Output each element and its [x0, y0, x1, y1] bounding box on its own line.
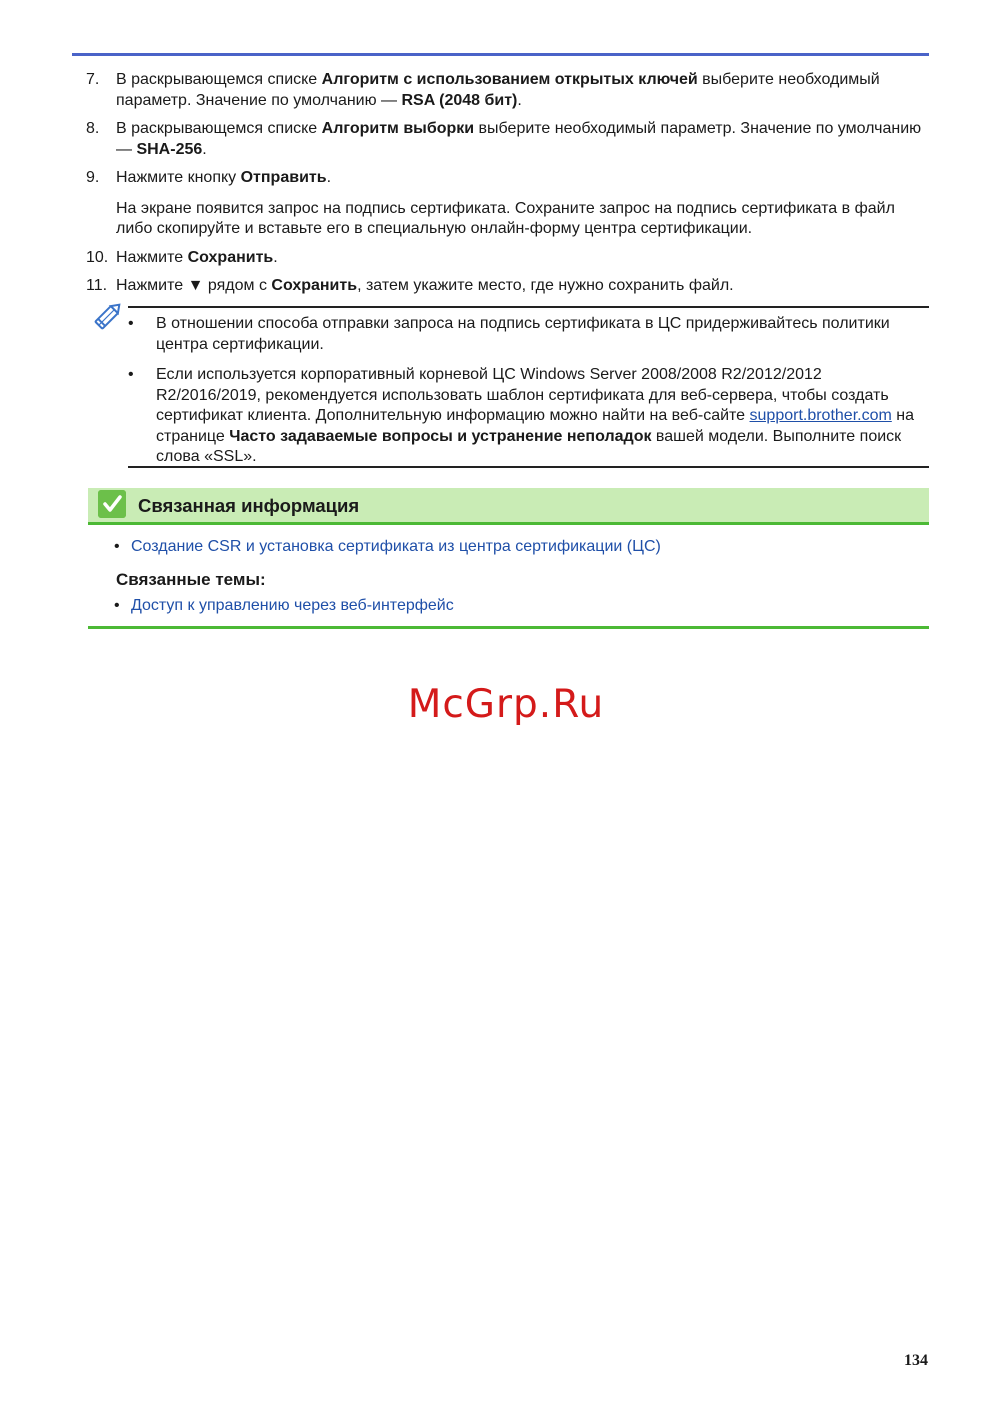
note-box [90, 298, 930, 470]
pencil-icon [90, 298, 126, 334]
step-11 [86, 276, 931, 297]
step-subtext: На экране появится запрос на подпись сертификата. Сохраните запрос на подпись сертификата в файл либо скопируйте и вставьте его в специальную онлайн-форму центра сертификации. [116, 199, 895, 237]
step-number: 10. [86, 248, 109, 266]
note-top-rule [128, 306, 929, 308]
related-info-header [88, 488, 929, 525]
step-10 [86, 248, 931, 269]
button-label: Отправить [240, 169, 327, 186]
list-item: • Создание CSR и установка сертификата из центра сертификации (ЦС) [114, 538, 661, 555]
button-label: Сохранить [271, 277, 358, 294]
csr-install-link[interactable]: Создание CSR и установка сертификата из центра сертификации (ЦС) [131, 538, 661, 555]
web-management-link[interactable]: Доступ к управлению через веб-интерфейс [131, 597, 454, 614]
step-text: В раскрывающемся списке Алгоритм с использованием открытых ключей выберите необходимый параметр. Значение по умолчанию — RSA (2048 бит). [116, 71, 880, 109]
step-text: Нажмите ▼ рядом с Сохранить, затем укажите место, где нужно сохранить файл. [116, 277, 734, 294]
related-links [88, 537, 929, 557]
down-arrow-icon: ▼ [187, 277, 204, 294]
step-text: В раскрывающемся списке Алгоритм выборки выберите необходимый параметр. Значение по умолчанию — SHA-256. [116, 120, 922, 158]
related-info-section [88, 488, 929, 629]
step-number: 11. [86, 277, 108, 294]
related-info-title: Связанная информация [138, 495, 360, 516]
steps-list [86, 70, 931, 305]
support-link[interactable]: support.brother.com [749, 407, 892, 424]
watermark: McGrp.Ru [407, 682, 605, 727]
step-text: Нажмите кнопку Отправить. На экране появится запрос на подпись сертификата. Сохраните запрос на подпись сертификата в файл либо скопируйте и вставьте его в специальную онлайн-форму центра сертификации. [116, 168, 931, 240]
note-bottom-rule [128, 466, 929, 468]
option-label: Алгоритм выборки [321, 120, 475, 137]
default-value: RSA (2048 бит) [401, 91, 518, 109]
note-list [128, 314, 928, 478]
step-number: 8. [86, 120, 100, 137]
checkmark-icon [98, 490, 126, 518]
default-value: SHA-256 [136, 140, 203, 158]
page-number: 134 [904, 1352, 928, 1369]
related-bottom-rule [88, 626, 929, 629]
step-number: 7. [86, 71, 100, 88]
step-7 [86, 70, 931, 111]
option-label: Алгоритм с использованием открытых ключей [321, 71, 698, 88]
step-number: 9. [86, 169, 100, 186]
step-9 [86, 168, 931, 240]
list-item: • Доступ к управлению через веб-интерфейс [114, 597, 454, 614]
top-rule [72, 53, 929, 56]
related-topics [88, 596, 929, 616]
step-text: Нажмите Сохранить. [116, 248, 278, 266]
step-8 [86, 119, 931, 160]
note-item: • Если используется корпоративный корневой ЦС Windows Server 2008/2008 R2/2012/2012 R2/2016/2019, рекомендуется использовать шаблон сертификата для веб-сервера, чтобы создать сертификат клиента. Дополнительную информацию можно найти на веб-сайте support.brother.com на странице Часто задаваемые вопросы и устранение неполадок вашей модели. Выполните поиск слова «SSL». [128, 366, 914, 465]
button-label: Сохранить [187, 248, 274, 266]
related-topics-title: Связанные темы: [116, 570, 266, 589]
note-item: • В отношении способа отправки запроса на подпись сертификата в ЦС придерживайтесь политики центра сертификации. [128, 315, 890, 353]
